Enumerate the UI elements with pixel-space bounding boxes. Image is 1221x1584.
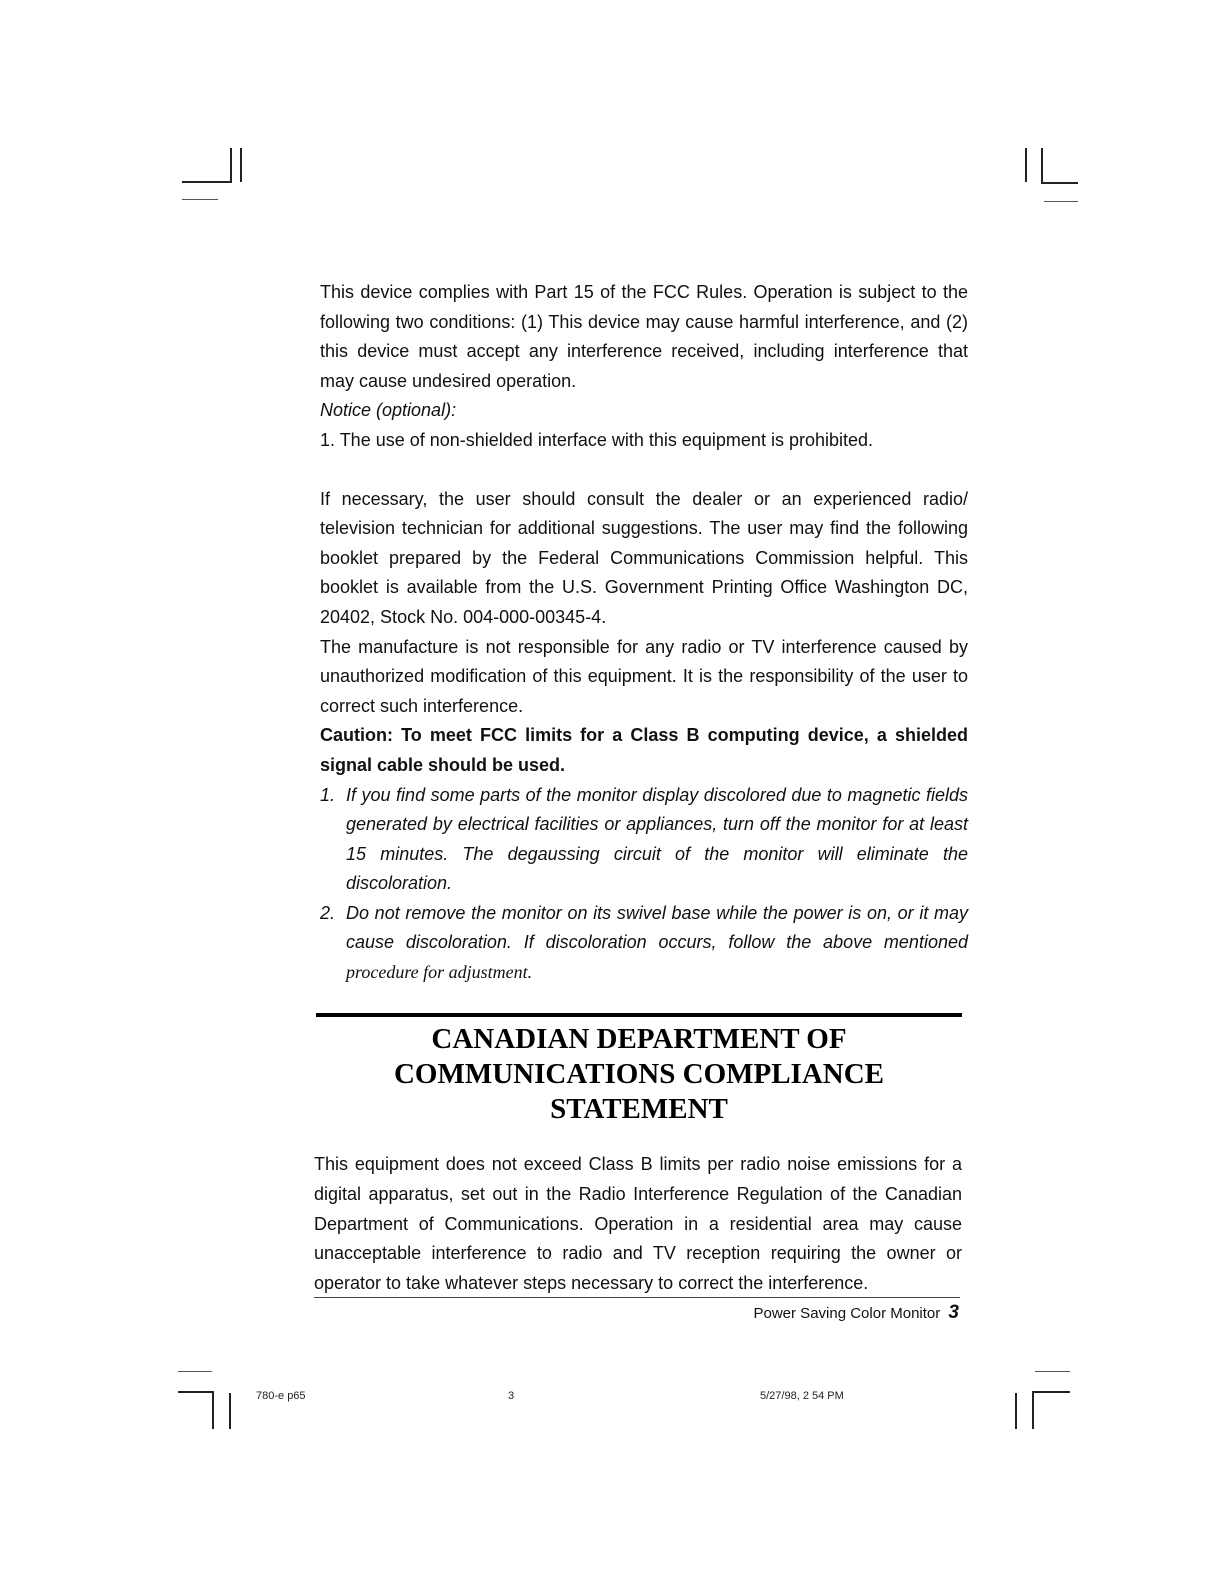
footer-title: Power Saving Color Monitor (753, 1305, 941, 1322)
list-item-text: If you find some parts of the monitor display discolored due to magnetic fields generated by electrical facilities or appliances, turn off the monitor for at least 15 minutes. The degaussing circuit of the monitor will eliminate the discoloration. (346, 784, 968, 894)
canada-heading-line: STATEMENT (550, 1093, 728, 1125)
canada-heading (316, 1022, 962, 1127)
crop-mark-top-left (230, 148, 232, 182)
footer-divider (314, 1297, 960, 1298)
fcc-section (320, 278, 968, 988)
crop-mark-top-right (1025, 148, 1027, 182)
crop-mark-top-right (1044, 201, 1078, 202)
list-item (320, 899, 968, 988)
list-item-number: 2. (320, 902, 336, 923)
caution-paragraph: Caution: To meet FCC limits for a Class B computing device, a shielded signal cable should be used. (320, 725, 968, 775)
crop-mark-bottom-left (178, 1391, 214, 1393)
crop-mark-top-left (182, 199, 218, 200)
crop-mark-bottom-right (1032, 1391, 1034, 1429)
list-item-tail: procedure for adjustment. (346, 962, 533, 983)
crop-mark-bottom-left (212, 1391, 214, 1429)
list-item (320, 781, 968, 899)
list-item-number: 1. (320, 784, 336, 805)
section-divider (316, 1013, 962, 1017)
instruction-list (320, 781, 968, 988)
notice-item: 1. The use of non-shielded interface with this equipment is prohibited. (320, 429, 873, 450)
page-footer (754, 1302, 960, 1324)
paragraph-gap (320, 456, 968, 485)
slug-timestamp: 5/27/98, 2 54 PM (760, 1390, 844, 1402)
crop-mark-top-right (1041, 148, 1043, 183)
crop-mark-top-left (182, 181, 232, 183)
list-item-text: Do not remove the monitor on its swivel base while the power is on, or it may cause discoloration. If discoloration occurs, follow the above mentioned (346, 902, 968, 953)
crop-mark-bottom-left (178, 1371, 212, 1372)
crop-mark-top-right (1041, 182, 1078, 184)
crop-mark-bottom-right (1032, 1391, 1070, 1393)
slug-file-name: 780-e p65 (256, 1390, 306, 1402)
manufacture-paragraph: The manufacture is not responsible for any radio or TV interference caused by unauthorized modification of this equipment. It is the responsibility of the user to correct such interference. (320, 636, 968, 716)
canada-heading-line: COMMUNICATIONS COMPLIANCE (393, 1058, 885, 1090)
notice-label: Notice (optional): (320, 400, 457, 421)
crop-mark-bottom-right (1015, 1393, 1017, 1429)
page-number: 3 (948, 1302, 959, 1323)
consult-paragraph: If necessary, the user should consult the dealer or an experienced radio/ television technician for additional suggestions. The user may find the following booklet prepared by the Federal Communications Commission helpful. This booklet is available from the U.S. Government Printing Office Washington DC, 20402, Stock No. 004-000-00345-4. (320, 488, 968, 627)
slug-page-number: 3 (508, 1390, 515, 1402)
canada-heading-line: CANADIAN DEPARTMENT OF (431, 1023, 847, 1055)
fcc-intro-paragraph: This device complies with Part 15 of the FCC Rules. Operation is subject to the following two conditions: (1) This device may cause harmful interference, and (2) this device must accept any interference received, including interference that may cause undesired operation. (320, 282, 968, 391)
crop-mark-top-left (240, 148, 242, 182)
crop-mark-bottom-left (229, 1393, 231, 1429)
crop-mark-bottom-right (1035, 1371, 1070, 1372)
canada-body-paragraph: This equipment does not exceed Class B limits per radio noise emissions for a digital apparatus, set out in the Radio Interference Regulation of the Canadian Department of Communications. Operation in a residential area may cause unacceptable interference to radio and TV reception requiring the owner or operator to take whatever steps necessary to correct the interference. (314, 1154, 962, 1294)
